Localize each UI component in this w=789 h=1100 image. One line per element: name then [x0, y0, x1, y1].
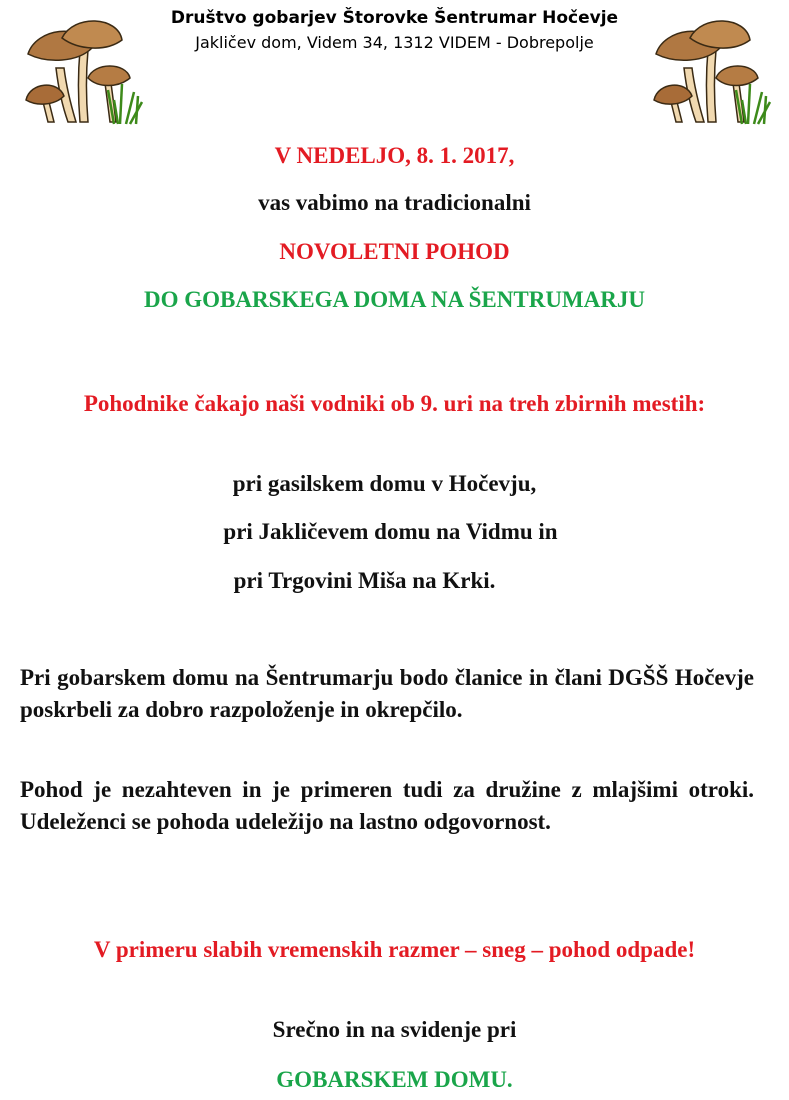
- meeting-point: pri Jakličevem domu na Vidmu in: [223, 519, 558, 544]
- meeting-point: pri Trgovini Miša na Krki.: [233, 568, 496, 593]
- event-date: V NEDELJO, 8. 1. 2017,: [274, 143, 515, 168]
- hosts-paragraph: Pri gobarskem domu na Šentrumarju bodo članice in člani DGŠŠ Hočevje poskrbeli za dobro razpoloženje in okrepčilo.: [20, 665, 754, 722]
- closing-destination: GOBARSKEM DOMU.: [276, 1067, 513, 1092]
- society-name: Društvo gobarjev Štorovke Šentrumar Hočevje: [170, 8, 619, 28]
- event-name: NOVOLETNI POHOD: [279, 239, 510, 264]
- meeting-point: pri gasilskem domu v Hočevju,: [232, 471, 537, 496]
- invitation-intro: vas vabimo na tradicionalni: [258, 190, 531, 215]
- meeting-info: Pohodnike čakajo naši vodniki ob 9. uri na treh zbirnih mestih:: [83, 391, 706, 416]
- difficulty-paragraph: Pohod je nezahteven in je primeren tudi za družine z mlajšimi otroki. Udeleženci se pohoda udeležijo na lastno odgovornost.: [20, 777, 754, 834]
- closing-line: Srečno in na svidenje pri: [272, 1017, 517, 1042]
- society-address: Jakličev dom, Videm 34, 1312 VIDEM - Dobrepolje: [195, 33, 594, 52]
- event-destination: DO GOBARSKEGA DOMA NA ŠENTRUMARJU: [144, 287, 645, 312]
- weather-notice: V primeru slabih vremenskih razmer – sneg – pohod odpade!: [93, 937, 696, 962]
